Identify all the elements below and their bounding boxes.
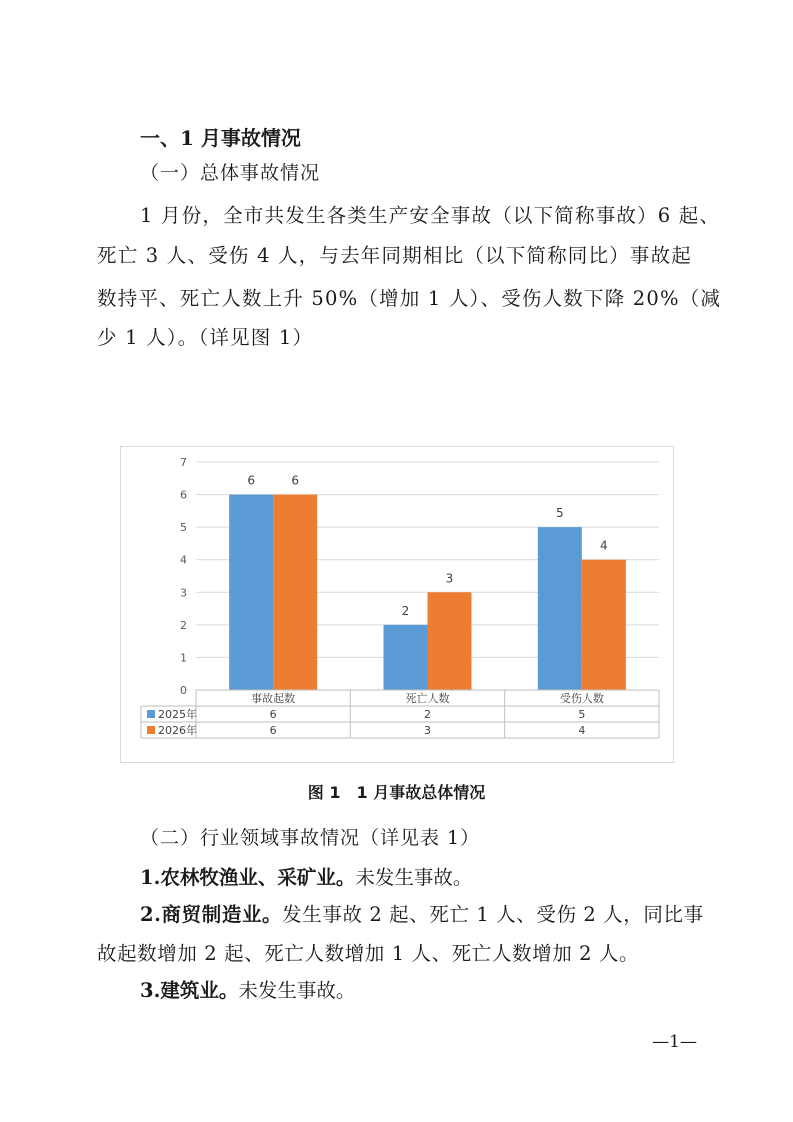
item-title: 3.建筑业。 [140, 979, 239, 1002]
item-text: 未发生事故。 [238, 979, 356, 1002]
x-category-label: 死亡人数 [405, 692, 450, 705]
industry-item-commerce-continued: 故起数增加 2 起、死亡人数增加 1 人、死亡人数增加 2 人。 [97, 942, 640, 965]
legend-label: 2026年 [158, 724, 197, 737]
y-tick-label: 3 [180, 586, 187, 600]
legend-key [147, 710, 155, 718]
table-cell-value: 2 [424, 708, 431, 721]
data-label: 3 [445, 571, 454, 586]
paragraph-line: 1 月份，全市共发生各类生产安全事故（以下简称事故）6 起、 [140, 204, 721, 227]
table-cell-value: 4 [578, 724, 586, 737]
figure-caption: 图 1 1 月事故总体情况 [307, 783, 486, 802]
bar [384, 625, 428, 690]
data-label: 6 [291, 473, 299, 488]
bar [428, 592, 472, 690]
legend-key [147, 726, 155, 734]
y-tick-label: 5 [180, 521, 187, 535]
item-text: 发生事故 2 起、死亡 1 人、受伤 2 人，同比事 [282, 903, 704, 926]
item-title: 1.农林牧渔业、采矿业。 [140, 866, 356, 889]
bar [582, 560, 626, 690]
subsection-heading-industry: （二）行业领域事故情况（详见表 1） [140, 827, 481, 849]
bar-chart-svg [121, 447, 673, 762]
item-title: 2.商贸制造业。 [140, 903, 283, 926]
y-tick-label: 7 [180, 456, 187, 469]
data-label: 5 [556, 506, 564, 521]
legend-label: 2025年 [158, 708, 197, 721]
table-cell-value: 3 [424, 724, 431, 737]
industry-item-agriculture [140, 862, 472, 890]
industry-item-commerce [140, 899, 704, 927]
subsection-heading-overall: （一）总体事故情况 [140, 162, 321, 184]
data-label: 6 [247, 473, 255, 488]
bar [229, 495, 273, 690]
page-number: —1— [652, 1032, 697, 1052]
accident-chart [120, 446, 674, 763]
y-tick-label: 1 [180, 651, 187, 665]
section-heading: 一、1 月事故情况 [140, 126, 301, 150]
industry-item-construction [140, 975, 355, 1003]
x-category-label: 事故起数 [251, 692, 296, 705]
data-label: 4 [600, 538, 608, 553]
table-cell-value: 6 [269, 708, 277, 721]
table-cell-value: 5 [578, 708, 586, 721]
data-label: 2 [401, 603, 410, 618]
bar [273, 495, 317, 690]
paragraph-line: 少 1 人）。（详见图 1） [97, 326, 314, 349]
y-tick-label: 4 [180, 553, 187, 567]
paragraph-line: 数持平、死亡人数上升 50%（增加 1 人）、受伤人数下降 20%（减 [97, 287, 722, 310]
y-tick-label: 0 [180, 684, 187, 697]
table-cell-value: 6 [269, 724, 277, 737]
item-text: 未发生事故。 [355, 866, 473, 889]
y-tick-label: 2 [180, 618, 187, 632]
y-tick-label: 6 [180, 488, 187, 502]
x-category-label: 受伤人数 [559, 692, 604, 705]
bar [538, 527, 582, 690]
paragraph-line: 死亡 3 人、受伤 4 人，与去年同期相比（以下简称同比）事故起 [97, 244, 693, 267]
